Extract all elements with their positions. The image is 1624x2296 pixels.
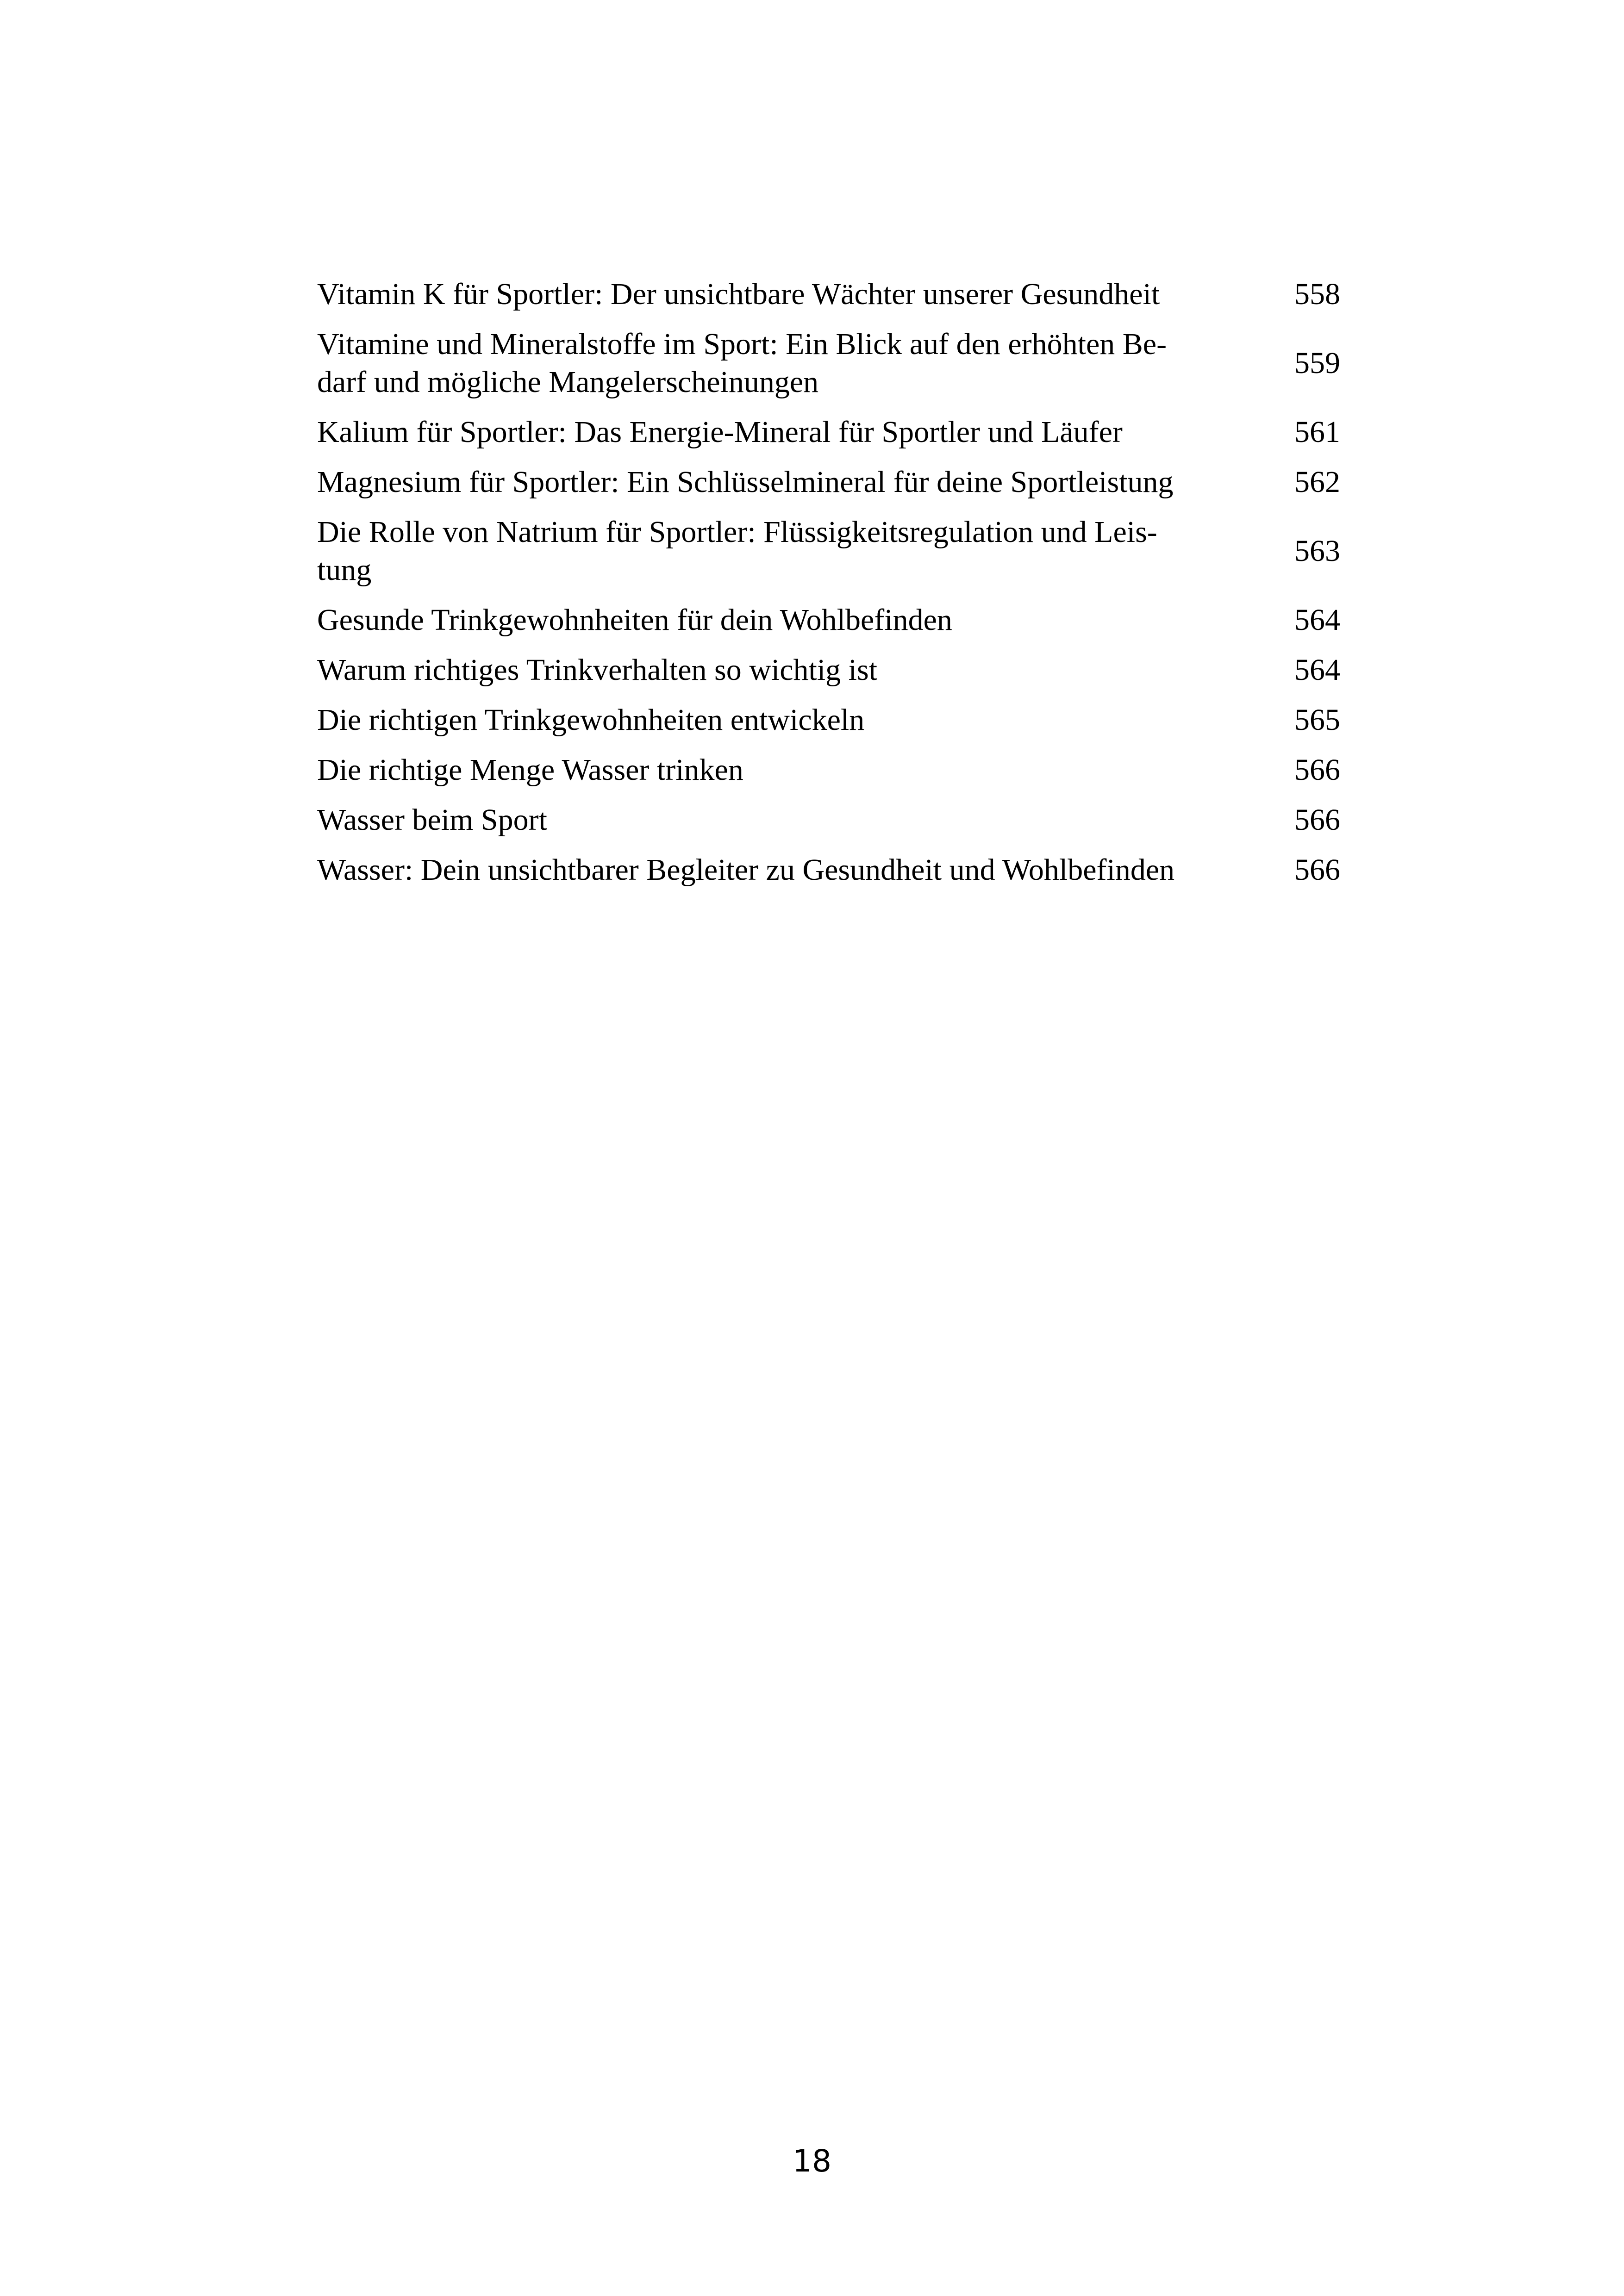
toc-entry-title: Vitamin K für Sportler: Der unsichtbare Wächter unserer Gesundheit (317, 277, 1160, 311)
page-number: 18 (793, 2143, 831, 2179)
toc-entry-page: 562 (1294, 465, 1340, 499)
toc-entry-title: Warum richtiges Trinkverhalten so wichtig ist (317, 653, 878, 687)
toc-entry-page: 563 (1294, 534, 1340, 568)
toc-entry[interactable] (317, 325, 1340, 401)
toc-entry-title: Kalium für Sportler: Das Energie-Mineral für Sportler und Läufer (317, 415, 1123, 449)
toc-entry[interactable] (317, 801, 1340, 839)
toc-entry-page: 564 (1294, 603, 1340, 637)
toc-entry-page: 566 (1294, 853, 1340, 887)
toc-entry[interactable] (317, 851, 1340, 889)
toc-entry-page: 559 (1294, 346, 1340, 380)
toc-entry-title: Magnesium für Sportler: Ein Schlüsselmineral für deine Sportleistung (317, 465, 1174, 499)
toc-entry[interactable] (317, 751, 1340, 789)
toc-entry-title: Die richtige Menge Wasser trinken (317, 753, 743, 787)
toc-entry-title: Wasser beim Sport (317, 803, 547, 837)
toc-entry[interactable] (317, 651, 1340, 689)
table-of-contents (317, 275, 1340, 901)
toc-entry[interactable] (317, 463, 1340, 501)
toc-entry-title: Vitamine und Mineralstoffe im Sport: Ein Blick auf den erhöhten Be- darf und mögliche Mangelerscheinungen (317, 327, 1167, 399)
toc-entry[interactable] (317, 413, 1340, 451)
toc-entry[interactable] (317, 513, 1340, 589)
toc-entry-title: Wasser: Dein unsichtbarer Begleiter zu Gesundheit und Wohlbefinden (317, 853, 1175, 887)
toc-entry-title: Gesunde Trinkgewohnheiten für dein Wohlbefinden (317, 603, 952, 637)
toc-entry-page: 566 (1294, 803, 1340, 837)
toc-entry-page: 566 (1294, 753, 1340, 787)
toc-entry-page: 565 (1294, 703, 1340, 737)
toc-entry-page: 558 (1294, 277, 1340, 311)
toc-entry-title: Die Rolle von Natrium für Sportler: Flüssigkeitsregulation und Leis- tung (317, 515, 1157, 587)
toc-entry[interactable] (317, 701, 1340, 739)
toc-entry[interactable] (317, 275, 1340, 313)
toc-entry-page: 561 (1294, 415, 1340, 449)
toc-entry[interactable] (317, 601, 1340, 639)
toc-entry-title: Die richtigen Trinkgewohnheiten entwickeln (317, 703, 865, 737)
toc-entry-page: 564 (1294, 653, 1340, 687)
